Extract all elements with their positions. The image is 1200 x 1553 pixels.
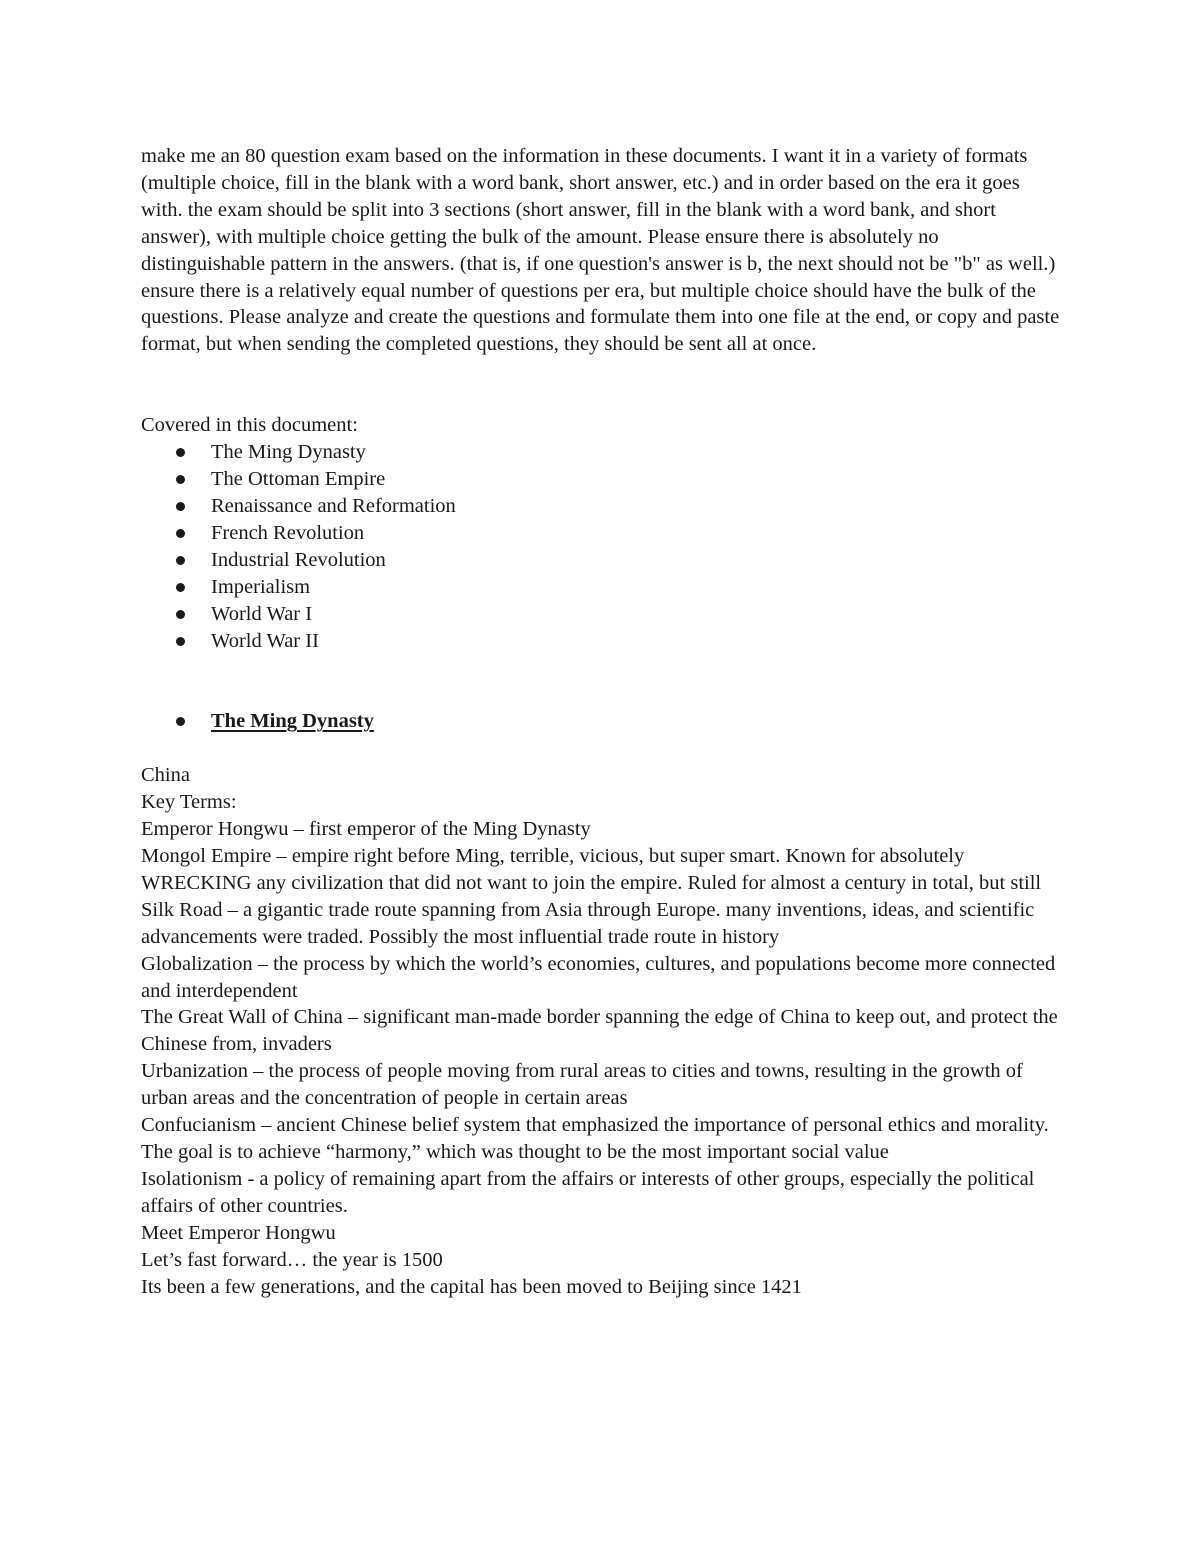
list-item xyxy=(141,574,1066,601)
document-content xyxy=(141,143,1066,1300)
bullet-icon xyxy=(176,717,185,726)
list-item xyxy=(141,547,1066,574)
term-urbanization: Urbanization – the process of people moving from rural areas to cities and towns, resulting in the growth of urban areas and the concentration of people in certain areas xyxy=(141,1060,1023,1110)
bullet-icon xyxy=(176,583,185,592)
topic-label: Industrial Revolution xyxy=(211,548,386,571)
section-line-fast-forward: Let’s fast forward… the year is 1500 xyxy=(141,1248,443,1271)
list-item xyxy=(141,520,1066,547)
section-line-meet-hongwu: Meet Emperor Hongwu xyxy=(141,1221,336,1244)
list-item xyxy=(141,628,1066,655)
list-item xyxy=(141,439,1066,466)
list-item xyxy=(141,466,1066,493)
term-silk-road: Silk Road – a gigantic trade route spanning from Asia through Europe. many inventions, ideas, and scientific advancements were traded. Possibly the most influential trade route in history xyxy=(141,898,1035,948)
topics-list xyxy=(141,439,1066,654)
topic-label: The Ming Dynasty xyxy=(211,441,366,464)
bullet-icon xyxy=(176,502,185,511)
bullet-icon xyxy=(176,475,185,484)
topic-label: Renaissance and Reformation xyxy=(211,494,456,517)
bullet-icon xyxy=(176,448,185,457)
bullet-icon xyxy=(176,529,185,538)
topic-label: Imperialism xyxy=(211,575,311,598)
term-confucianism: Confucianism – ancient Chinese belief system that emphasized the importance of personal ethics and morality. The goal is to achieve “harmony,” which was thought to be the most important social value xyxy=(141,1114,1049,1163)
term-emperor-hongwu: Emperor Hongwu – first emperor of the Ming Dynasty xyxy=(141,818,591,841)
section-heading: The Ming Dynasty xyxy=(211,710,374,733)
list-item xyxy=(141,493,1066,520)
term-mongol-empire: Mongol Empire – empire right before Ming, terrible, vicious, but super smart. Known for absolutely WRECKING any civilization that did not want to join the empire. Ruled for almost a century in total, but still xyxy=(141,845,1042,894)
bullet-icon xyxy=(176,556,185,565)
bullet-icon xyxy=(176,610,185,619)
section-line-china: China xyxy=(141,764,190,787)
bullet-icon xyxy=(176,637,185,646)
term-globalization: Globalization – the process by which the world’s economies, cultures, and populations become more connected and interdependent xyxy=(141,952,1056,1002)
term-great-wall: The Great Wall of China – significant man-made border spanning the edge of China to keep out, and protect the Chinese from, invaders xyxy=(141,1006,1058,1056)
topic-label: World War I xyxy=(211,602,313,625)
list-item xyxy=(141,601,1066,628)
covered-heading: Covered in this document: xyxy=(141,414,358,437)
prompt-paragraph: make me an 80 question exam based on the information in these documents. I want it in a variety of formats (multiple choice, fill in the blank with a word bank, short answer, etc.) and in order based on the era it goes with. the exam should be split into 3 sections (short answer, fill in the blank with a word bank, and short answer), with multiple choice getting the bulk of the amount. Please ensure there is absolutely no distinguishable pattern in the answers. (that is, if one question's answer is b, the next should not be "b" as well.) ensure there is a relatively equal number of questions per era, but multiple choice should have the bulk of the questions. Please analyze and create the questions and formulate them into one file at the end, or copy and paste format, but when sending the completed questions, they should be sent all at once. xyxy=(141,145,1060,356)
topic-label: The Ottoman Empire xyxy=(211,468,386,491)
section-heading-row xyxy=(141,708,1066,735)
section-line-key-terms: Key Terms: xyxy=(141,791,237,814)
topic-label: World War II xyxy=(211,629,319,652)
topic-label: French Revolution xyxy=(211,521,365,544)
term-isolationism: Isolationism - a policy of remaining apart from the affairs or interests of other groups, especially the political affairs of other countries. xyxy=(141,1167,1035,1217)
section-line-capital: Its been a few generations, and the capital has been moved to Beijing since 1421 xyxy=(141,1275,802,1298)
section-body xyxy=(141,762,1066,1300)
